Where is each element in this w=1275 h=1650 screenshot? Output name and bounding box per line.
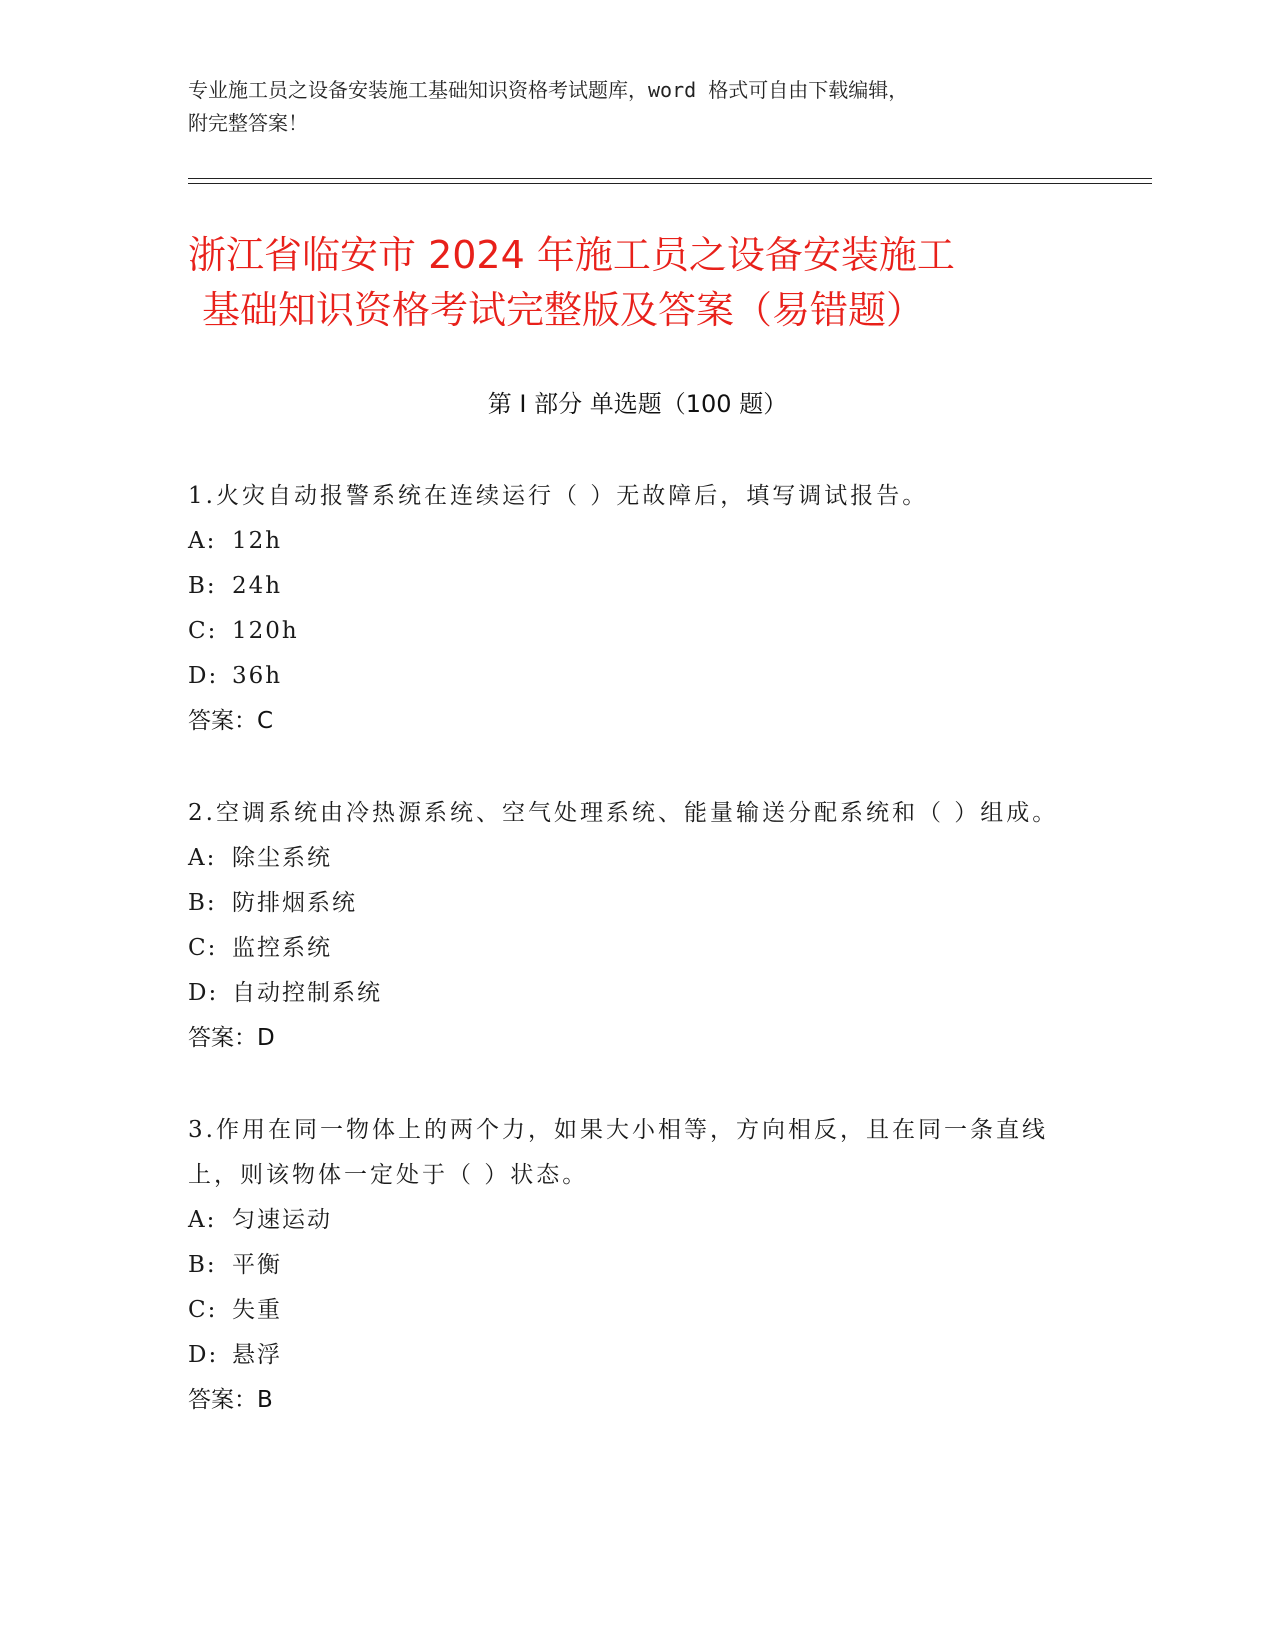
header-divider-top (188, 178, 1152, 179)
option-letter: D: (188, 980, 219, 1006)
question-option (188, 609, 1068, 654)
question-option (188, 654, 1068, 699)
question-option (188, 881, 1068, 926)
question-option (188, 1333, 1068, 1378)
option-text: 平衡 (232, 1252, 282, 1278)
question-answer: 答案：B (188, 1387, 273, 1413)
question-item (188, 1108, 1068, 1423)
question-option (188, 971, 1068, 1016)
option-letter: A: (188, 528, 217, 554)
header-divider-bottom (188, 183, 1152, 184)
option-letter: D: (188, 1342, 219, 1368)
header-note: 专业施工员之设备安装施工基础知识资格考试题库，word 格式可自由下载编辑， 附完整答案！ (188, 78, 909, 135)
option-letter: B: (188, 1252, 217, 1278)
option-text: 36h (232, 663, 283, 689)
question-stem: 1.火灾自动报警系统在连续运行（ ）无故障后，填写调试报告。 (188, 483, 929, 509)
option-letter: C: (188, 1297, 218, 1323)
question-stem: 3.作用在同一物体上的两个力，如果大小相等，方向相反，且在同一条直线上，则该物体一定处于（ ）状态。 (188, 1117, 1048, 1188)
option-letter: A: (188, 845, 217, 871)
option-text: 失重 (232, 1297, 282, 1323)
option-text: 12h (232, 528, 283, 554)
question-item (188, 474, 1068, 744)
option-text: 防排烟系统 (232, 890, 357, 916)
option-text: 除尘系统 (232, 845, 332, 871)
question-option (188, 1243, 1068, 1288)
option-letter: A: (188, 1207, 217, 1233)
document-title-line-1: 浙江省临安市 2024 年施工员之设备安装施工 (188, 233, 955, 277)
question-list (188, 474, 1068, 1470)
option-text: 监控系统 (232, 935, 332, 961)
question-answer: 答案：D (188, 1025, 275, 1051)
option-letter: B: (188, 573, 217, 599)
question-option (188, 564, 1068, 609)
option-text: 匀速运动 (232, 1207, 332, 1233)
document-title (188, 228, 1118, 338)
document-title-line-2: 基础知识资格考试完整版及答案（易错题） (202, 288, 925, 332)
question-option (188, 836, 1068, 881)
option-letter: C: (188, 618, 218, 644)
question-item (188, 791, 1068, 1061)
question-option (188, 926, 1068, 971)
question-answer: 答案：C (188, 708, 274, 734)
question-option (188, 1288, 1068, 1333)
option-text: 24h (232, 573, 283, 599)
section-heading: 第 I 部分 单选题（100 题） (487, 390, 788, 418)
option-letter: C: (188, 935, 218, 961)
option-text: 120h (232, 618, 299, 644)
question-option (188, 1198, 1068, 1243)
option-letter: D: (188, 663, 219, 689)
option-text: 自动控制系统 (232, 980, 382, 1006)
question-option (188, 519, 1068, 564)
option-text: 悬浮 (232, 1342, 282, 1368)
question-stem: 2.空调系统由冷热源系统、空气处理系统、能量输送分配系统和（ ）组成。 (188, 800, 1059, 826)
option-letter: B: (188, 890, 217, 916)
